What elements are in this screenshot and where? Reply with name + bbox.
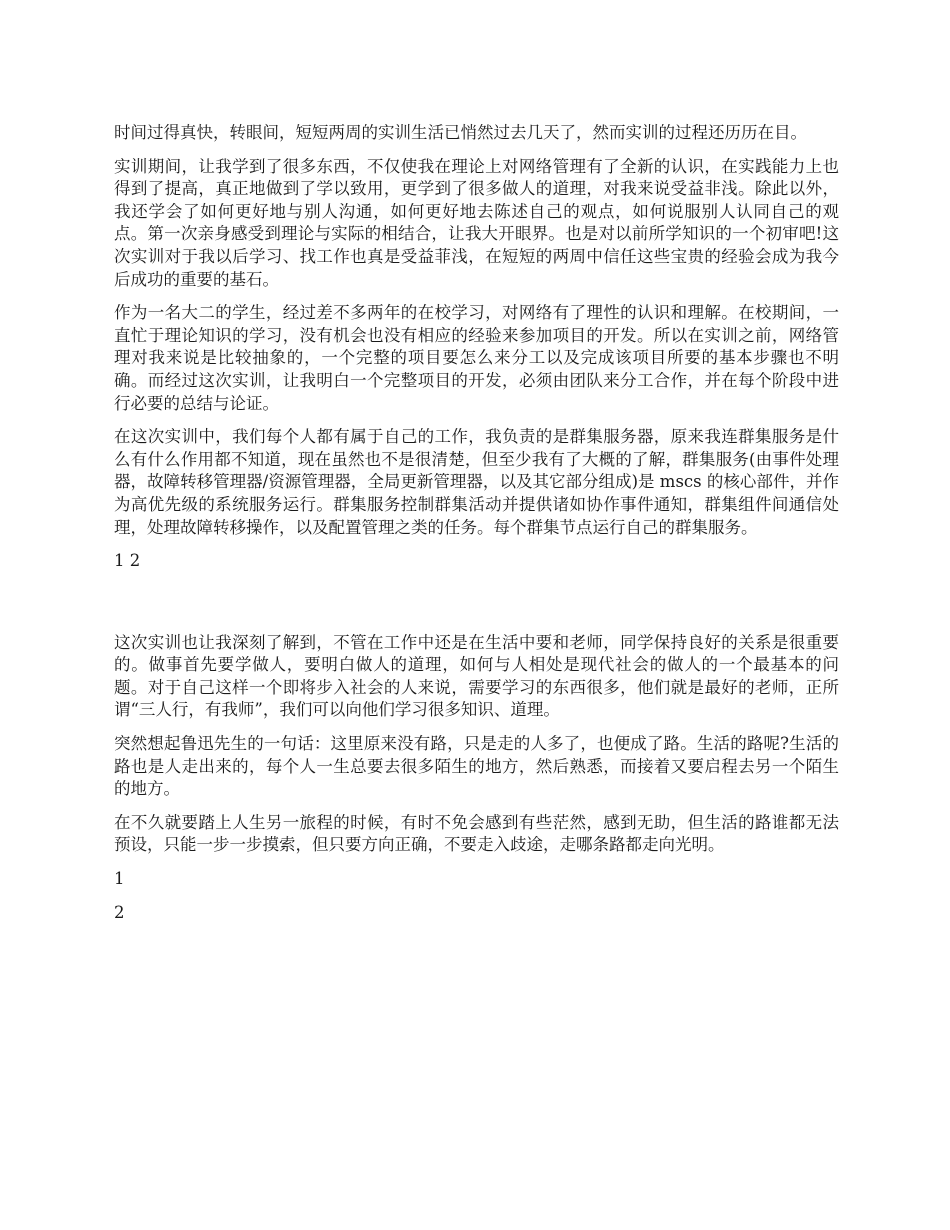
paragraph-lu-xun-quote: 突然想起鲁迅先生的一句话：这里原来没有路，只是走的人多了，也便成了路。生活的路呢?生活的路也是人走出来的，每个人一生总要去很多陌生的地方，然后熟悉，而接着又要启程去另一个陌生的地方。: [114, 734, 839, 799]
paragraph-life-journey: 在不久就要踏上人生另一旅程的时候，有时不免会感到有些茫然，感到无助，但生活的路谁都无法预设，只能一步一步摸索，但只要方向正确，不要走入歧途，走哪条路都走向光明。: [114, 812, 839, 855]
paragraph-cluster-service: 在这次实训中，我们每个人都有属于自己的工作，我负责的是群集服务器，原来我连群集服务是什么有什么作用都不知道，现在虽然也不是很清楚，但至少我有了大概的了解，群集服务(由事件处理器，故障转移管理器/资源管理器，全局更新管理器，以及其它部分组成)是 mscs 的核心部件，并作为高优先级的系统服务运行。群集服务控制群集活动并提供诸如协作事件通知，群集组件间通信处理，处理故障转移操作，以及配置管理之类的任务。每个群集节点运行自己的群集服务。: [114, 427, 839, 537]
section-gap: [114, 584, 839, 632]
paragraph-student-background: 作为一名大二的学生，经过差不多两年的在校学习，对网络有了理性的认识和理解。在校期间，一直忙于理论知识的学习，没有机会也没有相应的经验来参加项目的开发。所以在实训之前，网络管理对我来说是比较抽象的，一个完整的项目要怎么来分工以及完成该项目所要的基本步骤也不明确。而经过这次实训，让我明白一个完整项目的开发，必须由团队来分工合作，并在每个阶段中进行必要的总结与论证。: [114, 303, 839, 413]
document-page: [114, 122, 839, 935]
page-number-2: 2: [114, 902, 125, 922]
paragraph-training-gains: 实训期间，让我学到了很多东西，不仅使我在理论上对网络管理有了全新的认识，在实践能力上也得到了提高，真正地做到了学以致用，更学到了很多做人的道理，对我来说受益非浅。除此以外，我还学会了如何更好地与别人沟通，如何更好地去陈述自己的观点，如何说服别人认同自己的观点。第一次亲身感受到理论与实际的相结合，让我大开眼界。也是对以前所学知识的一个初审吧!这次实训对于我以后学习、找工作也真是受益菲浅，在短短的两周中信任这些宝贵的经验会成为我今后成功的重要的基石。: [114, 156, 839, 289]
page-numbers: 1 2: [114, 551, 141, 571]
page-number-1: 1: [114, 869, 125, 889]
paragraph-relationships: 这次实训也让我深刻了解到，不管在工作中还是在生活中要和老师，同学保持良好的关系是很重要的。做事首先要学做人，要明白做人的道理，如何与人相处是现代社会的做人的一个最基本的问题。对于自己这样一个即将步入社会的人来说，需要学习的东西很多，他们就是最好的老师，正所谓“三人行，有我师”，我们可以向他们学习很多知识、道理。: [114, 632, 839, 720]
paragraph-intro: 时间过得真快，转眼间，短短两周的实训生活已悄然过去几天了，然而实训的过程还历历在目。: [114, 123, 807, 142]
